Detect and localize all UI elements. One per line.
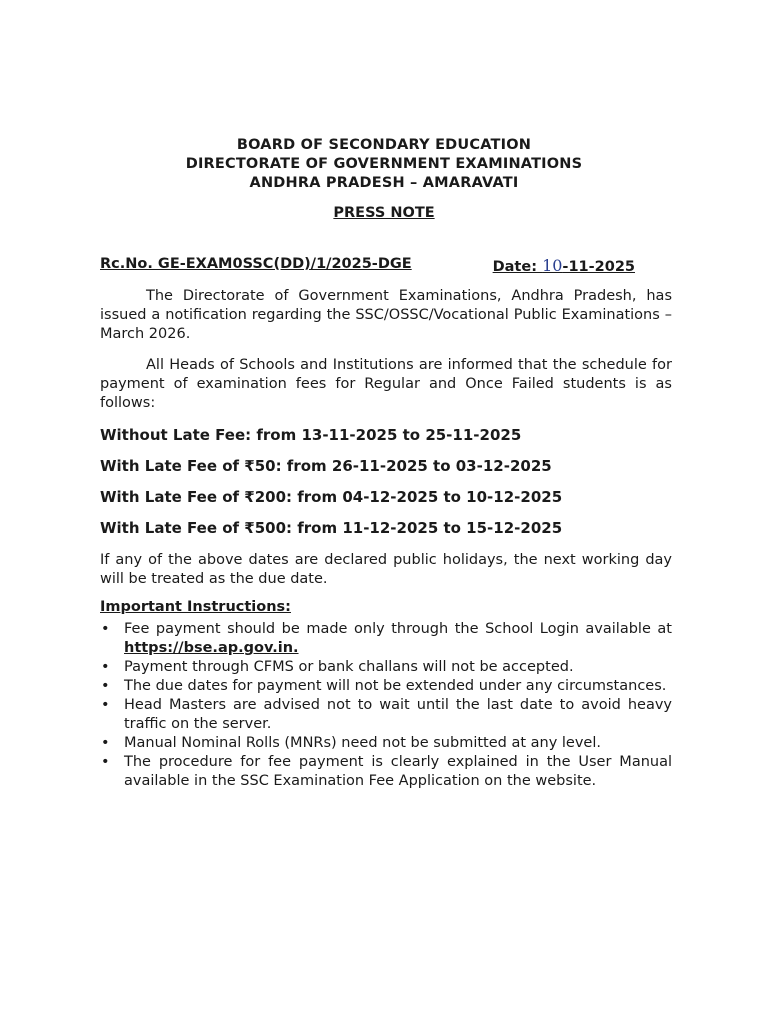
list-item	[100, 753, 672, 791]
fee-row-late-fee-200: With Late Fee of ₹200: from 04-12-2025 to 10-12-2025	[100, 488, 563, 506]
bullet-icon: •	[101, 621, 110, 637]
header-directorate: DIRECTORATE OF GOVERNMENT EXAMINATIONS	[185, 156, 583, 172]
instructions-list	[100, 620, 672, 791]
bullet-icon: •	[101, 678, 110, 694]
fee-row-late-fee-50: With Late Fee of ₹50: from 26-11-2025 to 03-12-2025	[100, 457, 552, 475]
fee-row-no-late-fee: Without Late Fee: from 13-11-2025 to 25-11-2025	[100, 426, 522, 444]
instruction-text: Head Masters are advised not to wait until the last date to avoid heavy traffic on the server.	[124, 697, 672, 732]
list-item	[100, 734, 672, 753]
list-item	[100, 696, 672, 734]
header-board: BOARD OF SECONDARY EDUCATION	[236, 137, 532, 153]
list-item	[100, 620, 672, 658]
letterhead	[0, 136, 768, 193]
schedule-text: All Heads of Schools and Institutions are informed that the schedule for payment of examination fees for Regular and Once Failed students is as follows:	[100, 357, 672, 411]
fee-row-late-fee-500: With Late Fee of ₹500: from 11-12-2025 to 15-12-2025	[100, 519, 563, 537]
bullet-icon: •	[101, 697, 110, 713]
bullet-icon: •	[101, 659, 110, 675]
rc-number: Rc.No. GE-EXAM0SSC(DD)/1/2025-DGE	[100, 256, 412, 272]
instruction-text: Fee payment should be made only through the School Login available at	[124, 621, 672, 637]
instruction-text: Manual Nominal Rolls (MNRs) need not be submitted at any level.	[124, 735, 601, 751]
reference-line	[100, 256, 635, 275]
intro-text: The Directorate of Government Examinations, Andhra Pradesh, has issued a notification regarding the SSC/OSSC/Vocational Public Examinations – March 2026.	[100, 288, 672, 342]
instruction-text: Payment through CFMS or bank challans will not be accepted.	[124, 659, 574, 675]
bullet-icon: •	[101, 735, 110, 751]
date-field	[493, 256, 635, 275]
press-note-title: PRESS NOTE	[333, 205, 435, 221]
list-item	[100, 677, 672, 696]
date-month-year: -11-2025	[562, 259, 635, 275]
instruction-text: The due dates for payment will not be extended under any circumstances.	[124, 678, 667, 694]
date-label: Date:	[492, 259, 537, 275]
instructions-title: Important Instructions:	[100, 599, 291, 615]
handwritten-day: 10	[542, 256, 563, 275]
holiday-paragraph: If any of the above dates are declared public holidays, the next working day will be treated as the due date.	[100, 552, 672, 587]
website-link[interactable]: https://bse.ap.gov.in.	[124, 640, 299, 656]
instruction-text: The procedure for fee payment is clearly explained in the User Manual available in the SSC Examination Fee Application on the website.	[124, 754, 672, 789]
schedule-paragraph	[100, 356, 672, 413]
list-item	[100, 658, 672, 677]
bullet-icon: •	[101, 754, 110, 770]
header-location: ANDHRA PRADESH – AMARAVATI	[249, 175, 519, 191]
intro-paragraph	[100, 287, 672, 344]
